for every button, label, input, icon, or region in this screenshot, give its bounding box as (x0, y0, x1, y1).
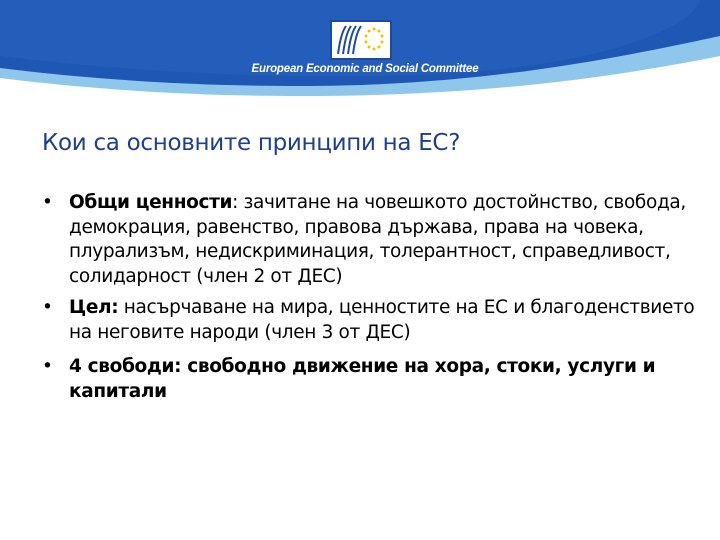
bullet-list (42, 191, 712, 411)
organization-name: European Economic and Social Committee (251, 63, 479, 75)
bullet-text: зачитане на човешкото достойнство, свобода, демокрация, равенство, правова държава, права на човека, плурализъм, недискриминация, толерантност, справедливост, солидарност (член 2 от ДЕС) (69, 192, 686, 287)
bullet-marker: • (42, 297, 53, 318)
bullet-label: Цел: (69, 297, 119, 318)
bullet-shared-values (42, 191, 712, 289)
eesc-logo (330, 20, 392, 60)
bullet-marker: • (42, 356, 53, 377)
slide-title: Кои са основните принципи на ЕС? (42, 130, 461, 156)
bullet-objective (42, 296, 712, 345)
bullet-separator: : (232, 192, 239, 213)
bullet-text: насърчаване на мира, ценностите на ЕС и благоденствието на неговите народи (член 3 от ДЕС) (69, 297, 695, 343)
eesc-flag-logo-icon (332, 22, 390, 58)
bullet-label: Общи ценности (69, 192, 233, 213)
bullet-four-freedoms (42, 355, 712, 404)
bullet-marker: • (42, 192, 53, 213)
bullet-label: 4 свободи: свободно движение на хора, стоки, услуги и капитали (69, 356, 656, 402)
